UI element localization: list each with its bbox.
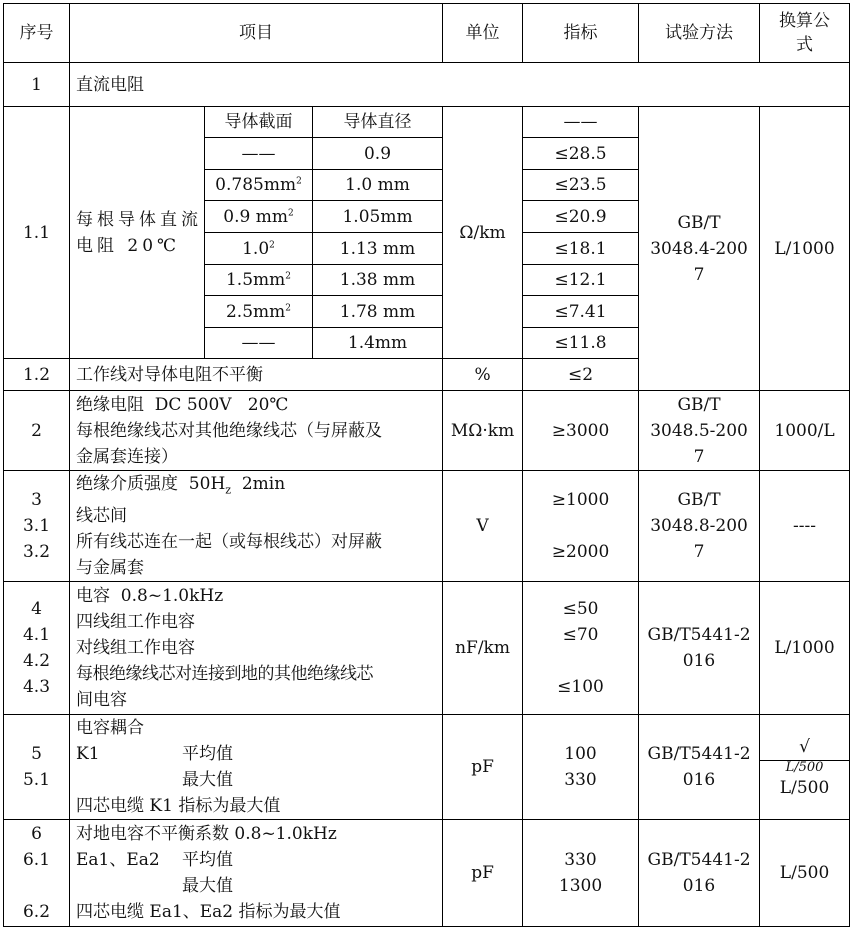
item-text: 最大值 [182,876,233,897]
sub-header-section: 导体截面 [205,107,313,138]
item-line: 绝缘电阻 DC 500V 20℃ [76,394,289,415]
sub-section: $2.5mm^2$ [205,296,313,328]
sub-section: —— [205,138,313,170]
no-line: 5.1 [22,770,51,791]
no-line: 3 [31,490,42,511]
row-unit: MΩ·km [443,391,523,471]
row-method [639,391,760,471]
row-unit: pF [443,715,523,820]
item-text: 2min [231,474,286,494]
item-subscript: z [225,483,232,497]
row-no [4,471,70,582]
method-line: GB/T5441-2 [647,744,751,765]
method-line: GB/T5441-2 [647,850,751,871]
sub-spec: ≤28.5 [523,138,639,170]
header-spec: 指标 [523,4,639,63]
sub-spec: ≤12.1 [523,265,639,296]
row-item [70,820,443,927]
header-row [4,4,850,63]
row-unit: pF [443,820,523,927]
spec-line: 1300 [558,876,603,897]
row-formula: 1000/L [760,391,850,471]
method-line: GB/T [677,394,721,415]
item-line: 每根绝缘线芯对其他绝缘线芯（与屏蔽及 [76,420,382,441]
sub-spec: ≤11.8 [523,328,639,359]
method-line: 016 [682,876,716,897]
no-line: 5 [31,744,42,765]
row-method [639,471,760,582]
item-line [76,741,438,767]
spec-line: 100 [564,744,597,765]
row-spec [523,471,639,582]
row-spec [523,582,639,715]
row-formula: L/500 [760,820,850,927]
row-spec: —— [523,107,639,138]
method-line: 7 [693,264,705,285]
sub-diameter: 1.4mm [313,328,443,359]
sub-spec: ≤20.9 [523,201,639,233]
item-line [76,767,438,793]
sub-section: 0.9 $mm^2$ [205,201,313,233]
row-unit: Ω/km [443,107,523,359]
item-line: 电容 0.8~1.0kHz [76,586,224,607]
sub-spec: ≤23.5 [523,170,639,201]
row-method [639,582,760,715]
row-no: 2 [4,391,70,471]
row-item: 直流电阻 [70,63,850,107]
item-line: 四芯电缆 K1 指标为最大值 [76,796,281,817]
row-item: 每根导体直流电阻 20℃ [70,107,205,359]
item-line: 间电容 [76,690,127,711]
row-method [639,107,760,391]
spec-line: ≤70 [562,625,599,646]
no-line: 4.1 [22,625,51,646]
spec-line: 330 [564,850,597,871]
sub-spec: ≤18.1 [523,233,639,265]
item-text: 平均值 [182,850,233,871]
method-line: 3048.8-200 [650,516,748,537]
header-item: 项目 [70,4,443,63]
row-item [70,715,443,820]
method-line: GB/T [677,490,721,511]
row-spec [523,820,639,927]
sub-section: $1.5mm^2$ [205,265,313,296]
row-spec [523,715,639,820]
item-text: K1 [76,744,100,765]
spec-line: ≤100 [557,677,604,698]
sub-section: $0.785mm^2$ [205,170,313,201]
item-line: 电容耦合 [76,718,144,739]
spec-line: ≤50 [562,599,599,620]
header-method: 试验方法 [639,4,760,63]
method-line: 016 [682,770,716,791]
sub-diameter: 1.38 mm [313,265,443,296]
item-text: Ea1、Ea2 [76,850,160,871]
item-line: 对线组工作电容 [76,638,195,659]
formula-line: L/500 [779,777,830,798]
row-formula [760,715,850,820]
item-text: 最大值 [182,770,233,791]
method-line: 7 [693,542,705,563]
row-no: 1.2 [4,359,70,391]
row-item: 工作线对导体电阻不平衡 [70,359,443,391]
header-formula [760,4,850,63]
table-row-6 [4,820,850,927]
row-unit: % [443,359,523,391]
method-line: 3048.5-200 [650,420,748,441]
sub-diameter: 0.9 [313,138,443,170]
item-text: 绝缘介质强度 50H [76,474,226,494]
method-line: GB/T [677,212,721,233]
table-row-2 [4,391,850,471]
row-item [70,391,443,471]
row-formula: L/1000 [760,582,850,715]
sub-diameter: 1.78 mm [313,296,443,328]
table-row-3 [4,471,850,582]
row-item [70,471,443,582]
no-line: 4.2 [22,651,51,672]
sub-section: $1.0^2$ [205,233,313,265]
table-row-5 [4,715,850,820]
spec-table [3,3,850,927]
row-no: 1 [4,63,70,107]
no-line: 4 [31,599,42,620]
item-line: 四芯电缆 Ea1、Ea2 指标为最大值 [76,902,341,923]
row-no: 1.1 [4,107,70,359]
sub-spec: ≤7.41 [523,296,639,328]
sub-diameter: 1.0 mm [313,170,443,201]
header-no: 序号 [4,4,70,63]
sub-section: —— [205,328,313,359]
formula-sqrt: √ L/500 [760,734,849,775]
formula-sqrt-arg: L/500 [760,760,849,775]
row-no [4,715,70,820]
table-row-4 [4,582,850,715]
no-line: 3.2 [22,542,51,563]
no-line: 6 [31,824,42,845]
row-no [4,820,70,927]
sub-diameter: 1.05mm [313,201,443,233]
item-line [76,873,438,899]
method-line: 016 [682,651,716,672]
row-item [70,582,443,715]
spec-line: ≥2000 [551,542,610,563]
method-line: 3048.4-200 [650,238,748,259]
item-line: 四线组工作电容 [76,612,195,633]
row-spec: ≥3000 [523,391,639,471]
method-line: 7 [693,446,705,467]
item-line: 线芯间 [76,506,127,527]
no-line: 3.1 [22,516,51,537]
no-line: 6.1 [22,850,51,871]
row-method [639,820,760,927]
row-unit: nF/km [443,582,523,715]
spec-table-sheet [3,3,849,927]
no-line: 4.3 [22,677,51,698]
item-line: 与金属套 [76,558,144,579]
row-unit: V [443,471,523,582]
sub-diameter: 1.13 mm [313,233,443,265]
no-line: 6.2 [22,902,51,923]
sub-header-diameter: 导体直径 [313,107,443,138]
spec-line: ≥1000 [551,490,610,511]
row-formula: ---- [760,471,850,582]
item-line: 每根绝缘线芯对连接到地的其他绝缘线芯 [76,664,373,685]
item-line: 所有线芯连在一起（或每根线芯）对屏蔽 [76,532,382,553]
item-text: 平均值 [182,744,233,765]
item-line [76,847,438,873]
row-no [4,582,70,715]
header-unit: 单位 [443,4,523,63]
table-row-1 [4,63,850,107]
item-line: 金属套连接） [76,446,178,467]
row-formula: L/1000 [760,107,850,391]
header-formula-text: 换算公式 [779,11,831,55]
table-row-1-1 [4,107,850,138]
item-line [76,471,438,503]
method-line: GB/T5441-2 [647,625,751,646]
row-method [639,715,760,820]
item-line: 对地电容不平衡系数 0.8~1.0kHz [76,824,337,845]
spec-line: 330 [564,770,597,791]
row-spec: ≤2 [523,359,639,391]
